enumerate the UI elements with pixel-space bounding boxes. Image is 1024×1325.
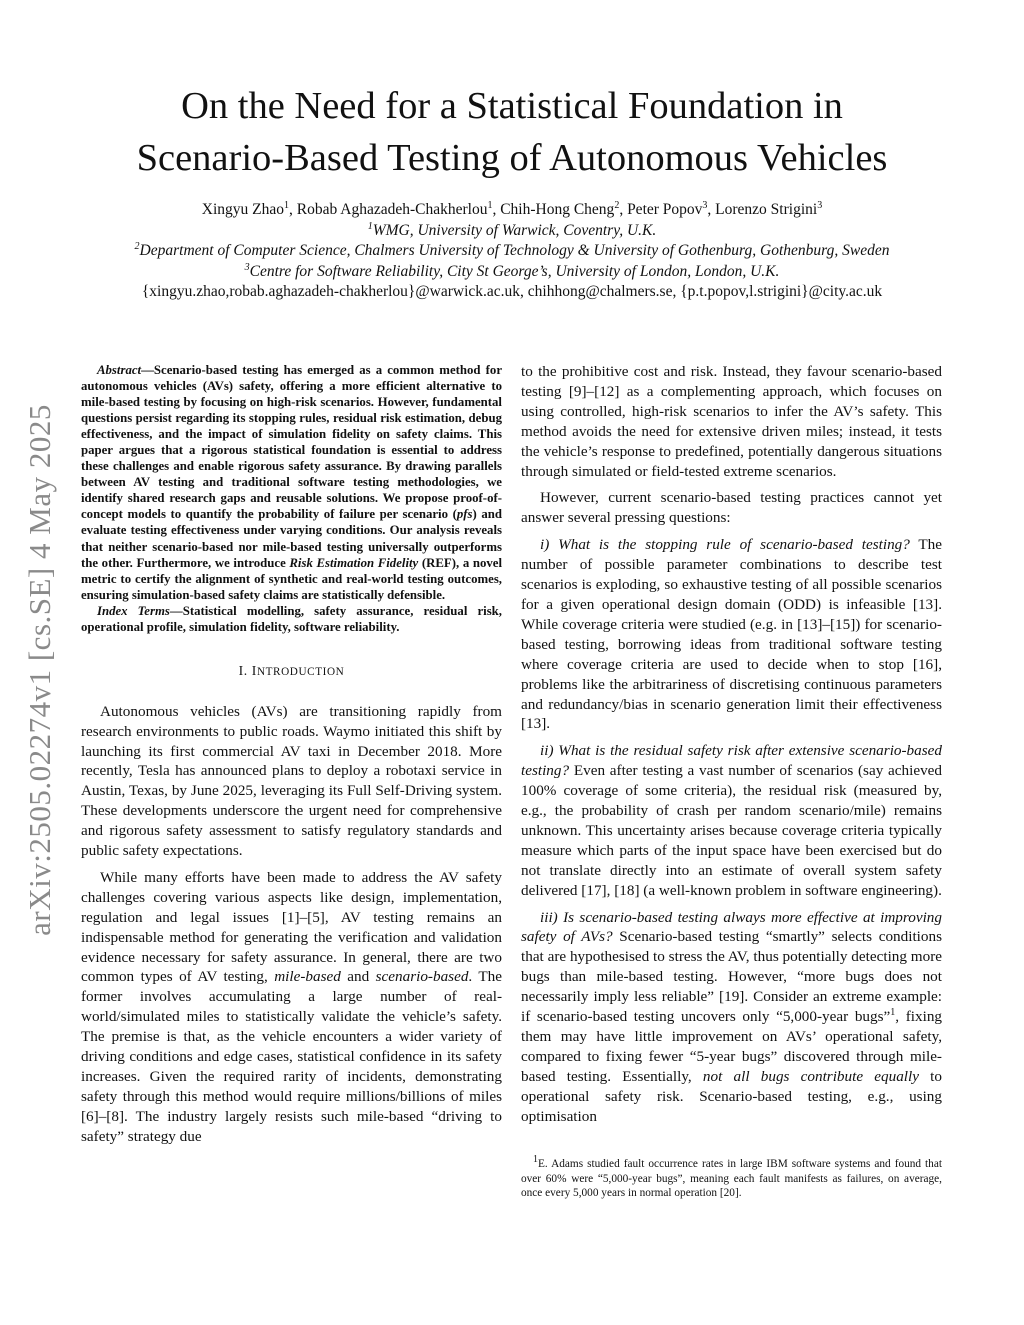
footnote <box>521 1154 942 1201</box>
abstract-text-1: Scenario-based testing has emerged as a common method for autonomous vehicles (AVs) safety, offering a more efficient alternative to mile-based testing by focusing on high-risk scenarios. However, fundamental questions persist regarding its stopping rules, residual risk estimation, debug effectiveness, and the impact of simulation fidelity on safety claims. This paper argues that a rigorous statistical foundation is essential to address these challenges and enable rigorous safety assurance. By drawing parallels between AV testing and traditional software testing methodologies, we identify shared research gaps and reusable solutions. We propose proof-of-concept models to quantify the probability of failure per scenario ( <box>81 363 502 522</box>
section-heading <box>81 661 502 683</box>
intro-continuation: to the prohibitive cost and risk. Instead, they favour scenario-based testing [9]–[12] as a complementing approach, which focuses on using controlled, high-risk scenarios to infer the AV’s safety. This method avoids the need for extensive driven miles; instead, it tests the vehicle’s response to predefined, potentially dangerous situations through simulated or field-tested extreme scenarios. <box>521 363 942 480</box>
index-terms-dash: — <box>169 603 183 618</box>
affiliation-text: Centre for Software Reliability, City St George’s, University of London, London, U.K. <box>249 262 780 280</box>
abstract-ref-term: Risk Estimation Fidelity <box>289 555 419 570</box>
title-line-1: On the Need for a Statistical Foundation in <box>181 85 843 127</box>
question-1 <box>521 535 942 734</box>
section-initial: I <box>251 662 257 678</box>
term-scenario-based: scenario-based <box>375 968 469 986</box>
question-3-emphasis: not all bugs contribute equally <box>702 1067 919 1085</box>
abstract-label: Abstract <box>97 363 142 377</box>
question-3-text: to operational safety risk. Scenario-based testing, e.g., using optimisation <box>521 1067 942 1125</box>
term-mile-based: mile-based <box>274 968 341 986</box>
footnote-marker: 1 <box>890 1007 896 1019</box>
left-column <box>81 362 502 1154</box>
question-3-heading: iii) Is scenario-based testing always more effective at improving safety of AVs? <box>521 908 942 946</box>
author-name: Chih-Hong Cheng <box>500 201 615 218</box>
intro-paragraph-1: Autonomous vehicles (AVs) are transitioning rapidly from research environments to public roads. Waymo initiated this shift by launching its first commercial AV taxi in December 2018. More recently, Tesla has announced plans to deploy a robotaxi service in Austin, Texas, by June 2025, leveraging its Full Self-Driving system. These developments underscore the urgent need for comprehensive and rigorous safety assessment to satisfy regulatory standards and public safety expectations. <box>81 702 502 860</box>
affiliation-sup: 3 <box>244 261 250 273</box>
affiliation-sup: 2 <box>134 240 140 252</box>
affiliation-1 <box>70 221 954 242</box>
arxiv-stamp <box>10 375 70 965</box>
author-name: Xingyu Zhao <box>201 201 285 218</box>
author-block <box>70 200 954 303</box>
intro-paragraph-questions: However, current scenario-based testing practices cannot yet answer several pressing questions: <box>521 489 942 527</box>
index-terms <box>81 603 502 635</box>
question-3-text: , fixing them may have little improvement on AVs’ operational safety, compared to fixing fewer “5-year bugs” discovered through mile-based testing. Essentially, <box>521 1008 943 1085</box>
abstract-pfs: pfs <box>456 507 473 522</box>
question-2-text: Even after testing a vast number of scenarios (say achieved 100% coverage of some criteria), the residual risk (measured by, e.g., the probability of crash per random scenario/mile) remains unknown. This uncertainty arises because coverage criteria typically measure which parts of the input space have been exercised but do not translate directly into an estimate of overall system safety delivered [17], [18] (a well-known problem in software engineering). <box>521 762 942 899</box>
intro-paragraph-2 <box>81 868 502 1147</box>
author-name: Robab Aghazadeh-Chakherlou <box>296 201 488 218</box>
question-1-text: The number of possible parameter combinations to describe test scenarios is exploding, so exhaustive testing of all possible scenarios for a given operational design domain (ODD) is infeasible [13]. While coverage criteria were studied (e.g. in [13]–[15]) for scenario-based testing, borrowing ideas from traditional software testing where coverage criteria are used to decide when to stop [16], problems like the arbitrariness of discretising continuous parameters and redundancy/bias in scenario generation limit their effectiveness [13]. <box>521 536 942 733</box>
arxiv-identifier: arXiv:2505.02274v1 [cs.SE] 4 May 2025 <box>22 404 57 936</box>
author-emails: {xingyu.zhao,robab.aghazadeh-chakherlou}@warwick.ac.uk, chihhong@chalmers.se, {p.t.popov,l.strigini}@city.ac.uk <box>141 283 883 300</box>
footnote-text: E. Adams studied fault occurrence rates in large IBM software systems and found that over 60% were “5,000-year bugs”, meaning each fault manifests as failures, on average, once every 5,000 years in normal operation [20]. <box>521 1158 942 1200</box>
section-numeral: I. <box>238 662 248 678</box>
intro-text: and <box>340 968 376 986</box>
title-line-2: Scenario-Based Testing of Autonomous Vehicles <box>136 137 888 179</box>
author-affil-sup: 3 <box>702 199 708 211</box>
footnote-number: 1 <box>533 1154 538 1166</box>
abstract-text-2: ) and evaluate testing effectiveness under varying conditions. Our analysis reveals that neither scenario-based nor mile-based testing universally outperforms the other. Furthermore, we introduce <box>81 507 503 570</box>
author-affil-sup: 1 <box>284 199 290 211</box>
question-2-heading: ii) What is the residual safety risk after extensive scenario-based testing? <box>521 742 942 780</box>
affiliation-text: WMG, University of Warwick, Coventry, U.K. <box>372 221 657 239</box>
affiliation-3 <box>70 262 954 283</box>
intro-text: . The former involves accumulating a large number of real-world/simulated miles to statistically validate the vehicle’s safety. The premise is that, as the vehicle encounters a wider variety of driving conditions and edge cases, statistical confidence in its safety increases. Given the required rarity of incidents, demonstrating safety through this method would require millions/billions of miles [6]–[8]. The industry largely resists such mile-based “driving to safety” strategy due <box>81 968 502 1145</box>
question-1-heading: i) What is the stopping rule of scenario-based testing? <box>540 536 910 554</box>
abstract-text-3: (REF), a novel metric to certify the alignment of synthetic and real-world testing outcomes, ensuring simulation-based safety claims are statistically defensible. <box>81 555 502 602</box>
intro-text: While many efforts have been made to address the AV safety challenges covering various aspects like design, implementation, regulation and legal issues [1]–[5], AV testing remains an indispensable method for generating the verification and validation evidence necessary for safety assurance. In general, there are two common types of AV testing, <box>81 868 502 986</box>
question-2 <box>521 741 942 900</box>
author-separator: , <box>289 201 297 218</box>
author-affil-sup: 1 <box>487 199 493 211</box>
question-3 <box>521 908 942 1127</box>
author-name: Lorenzo Strigini <box>715 201 818 218</box>
index-terms-text: Statistical modelling, safety assurance, residual risk, operational profile, simulation fidelity, software reliability. <box>81 603 502 634</box>
affiliation-2 <box>70 241 954 262</box>
author-separator: , <box>492 201 501 218</box>
section-title-rest: NTRODUCTION <box>256 665 345 678</box>
author-name: Peter Popov <box>627 201 703 218</box>
author-separator: , <box>619 201 628 218</box>
paper-title <box>80 80 944 184</box>
affiliation-sup: 1 <box>367 220 373 232</box>
abstract <box>81 362 502 635</box>
index-terms-label: Index Terms <box>97 603 170 618</box>
affiliation-text: Department of Computer Science, Chalmers University of Technology & University of Gothenburg, Gothenburg, Sweden <box>139 242 890 259</box>
author-list <box>70 200 954 221</box>
author-affil-sup: 2 <box>614 199 620 211</box>
author-affil-sup: 3 <box>817 199 823 211</box>
abstract-dash: — <box>141 363 154 377</box>
right-column <box>521 362 942 1134</box>
question-3-text: Scenario-based testing “smartly” selects conditions that are hypothesised to stress the AV, thus potentially detecting more bugs than mile-based testing. However, “more bugs does not necessarily imply less reliable” [19]. Consider an extreme example: if scenario-based testing uncovers only “5,000-year bugs” <box>521 928 943 1026</box>
author-separator: , <box>707 201 716 218</box>
